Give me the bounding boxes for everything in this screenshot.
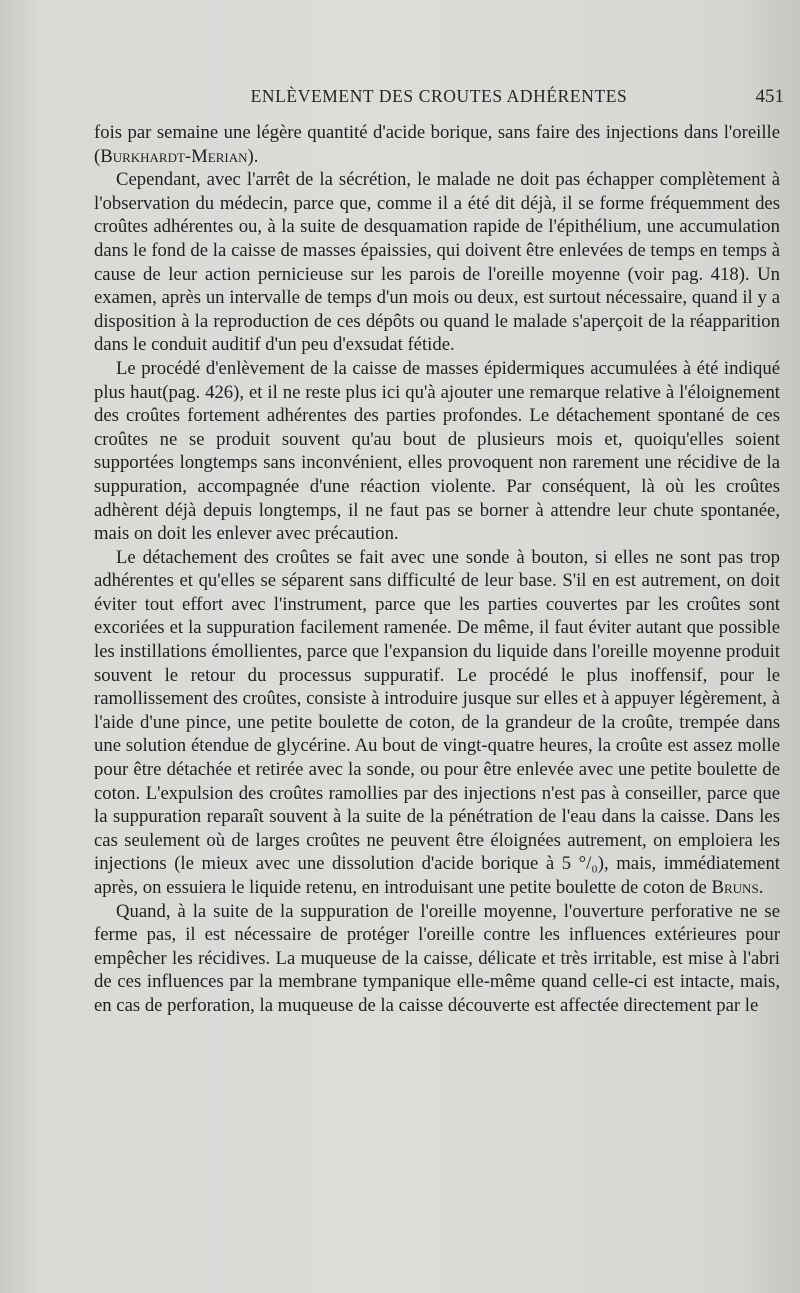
paragraph-5: Quand, à la suite de la suppuration de l'oreille moyenne, l'ouverture perforative ne se ferme pas, il est nécessaire de protéger l'oreille contre les influences extérieures pour empêcher les récidives. La muqueuse de la caisse, délicate et très irritable, est mise à l'abri de ces influences par la membrane tympanique elle-même quand celle-ci est intacte, mais, en cas de perforation, la muqueuse de la caisse découverte est affectée directement par le bbox=[94, 900, 780, 1016]
running-title: ENLÈVEMENT DES CROUTES ADHÉRENTES bbox=[250, 86, 628, 106]
paragraph-4 bbox=[94, 546, 780, 900]
paragraph-2: Cependant, avec l'arrêt de la sécrétion, le malade ne doit pas échapper complètement à l'observation du médecin, parce que, comme il a été dit déjà, il se forme fréquemment des croûtes adhérentes ou, à la suite de desquamation rapide de l'épithélium, une accumulation dans le fond de la caisse de masses épaissies, qui doivent être enlevées de temps en temps à cause de leur action pernicieuse sur les parois de l'oreille moyenne (voir pag. 418). Un examen, après un intervalle de temps d'un mois ou deux, est surtout nécessaire, quand il y a disposition à la reproduction de ces dépôts ou quand le malade s'aperçoit de la réapparition dans le conduit auditif d'un peu d'exsudat fétide. bbox=[94, 169, 780, 356]
paragraph-3: Le procédé d'enlèvement de la caisse de masses épidermiques accumulées à été indiqué plus haut(pag. 426), et il ne reste plus ici qu'à ajouter une remarque relative à l'éloignement des croûtes fortement adhérentes des parties profondes. Le détachement spontané de ces croûtes ne se produit souvent qu'au bout de plusieurs mois et, quoiqu'elles soient supportées longtemps sans inconvénient, elles provoquent non rarement une récidive de la suppuration, accompagnée d'une réaction violente. Par conséquent, là où les croûtes adhèrent déjà depuis longtemps, il ne faut pas se borner à attendre leur chute spontanée, mais on doit les enlever avec précaution. bbox=[94, 357, 780, 545]
paragraph-1-end: ). bbox=[247, 145, 259, 167]
paragraph-1-text: fois par semaine une légère quantité d'acide borique, sans faire des injections dans l'oreille ( bbox=[94, 122, 780, 167]
paragraph-4-text: Le détachement des croûtes se fait avec une sonde à bouton, si elles ne sont pas trop adhérentes et qu'elles se séparent sans difficulté de leur base. S'il en est autrement, on doit éviter tout effort avec l'instrument, parce que les parties couvertes par les croûtes sont excoriées et la suppuration facilement ramenée. De même, il faut éviter autant que possible les instillations émollientes, parce que l'expansion du liquide dans l'oreille moyenne produit souvent le retour du processus suppuratif. Le procédé le plus inoffensif, pour le ramollissement des croûtes, consiste à introduire jusque sur elles et à appuyer légèrement, à l'aide d'une pince, une petite boulette de coton, de la grandeur de la croûte, trempée dans une solution étendue de glycérine. Au bout de vingt-quatre heures, la croûte est assez molle pour être détachée et retirée avec la sonde, ou pour être enlevée avec une petite boulette de coton. L'expulsion des croûtes ramollies par des injections n'est pas à conseiller, parce que la suppuration reparaît souvent à la suite de la pénétration de l'eau dans la caisse. Dans les cas seulement où de larges croûtes ne peuvent être éloignées autrement, on emploiera les injections (le mieux avec une dissolution d'acide borique à 5 °/₀), mais, immédiatement après, on essuiera le liquide retenu, en introduisant une petite boulette de coton de bbox=[94, 546, 780, 898]
paragraph-4-end: . bbox=[758, 877, 764, 898]
body-text bbox=[94, 121, 780, 1018]
page-number: 451 bbox=[755, 86, 784, 107]
author-name-bruns: Bruns bbox=[711, 877, 759, 898]
author-name-burkhardt-merian: Burkhardt-Merian bbox=[100, 145, 248, 167]
running-head bbox=[94, 86, 784, 116]
paragraph-1 bbox=[94, 121, 780, 168]
